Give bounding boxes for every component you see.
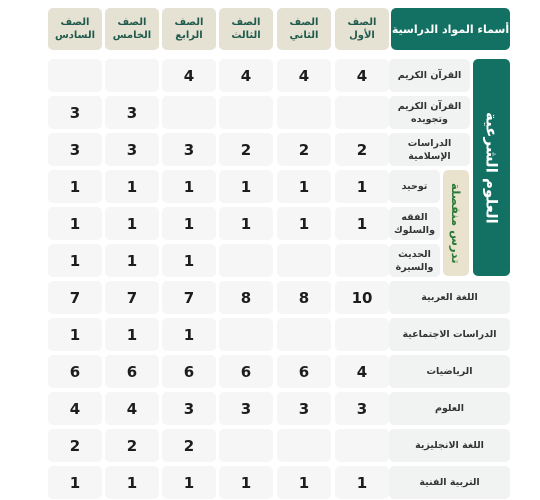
- hours-cell: [162, 318, 216, 351]
- hours-cell: [219, 429, 273, 462]
- hours-value: 3: [183, 140, 195, 159]
- grade-header-label: الصف الرابع: [174, 17, 204, 41]
- hours-cell: [277, 133, 331, 166]
- hours-cell: [219, 170, 273, 203]
- hours-cell: [105, 59, 159, 92]
- hours-value: 3: [298, 399, 310, 418]
- hours-value: 1: [298, 177, 310, 196]
- hours-value: 7: [126, 288, 138, 307]
- hours-cell: [335, 318, 389, 351]
- hours-cell: [277, 466, 331, 499]
- hours-cell: [277, 59, 331, 92]
- hours-cell: [335, 392, 389, 425]
- hours-value: 1: [126, 473, 138, 492]
- hours-value: 1: [126, 177, 138, 196]
- hours-cell: [105, 133, 159, 166]
- hours-cell: [105, 244, 159, 277]
- subject-cell: [389, 133, 470, 166]
- hours-value: 4: [126, 399, 138, 418]
- hours-cell: [277, 170, 331, 203]
- hours-cell: [162, 59, 216, 92]
- subject-label: التربية الفنية: [419, 477, 480, 488]
- hours-value: 1: [69, 251, 81, 270]
- hours-cell: [219, 466, 273, 499]
- hours-cell: [335, 466, 389, 499]
- hours-cell: [162, 244, 216, 277]
- subject-cell: [389, 392, 510, 425]
- grade-header-label: الصف الأول: [347, 17, 377, 41]
- hours-cell: [335, 59, 389, 92]
- hours-value: 1: [240, 473, 252, 492]
- hours-cell: [48, 59, 102, 92]
- hours-cell: [48, 96, 102, 129]
- hours-cell: [335, 355, 389, 388]
- hours-cell: [219, 392, 273, 425]
- hours-value: 1: [298, 214, 310, 233]
- subject-cell: [389, 96, 470, 129]
- hours-value: 2: [69, 436, 81, 455]
- hours-value: 3: [183, 399, 195, 418]
- hours-value: 3: [126, 103, 138, 122]
- hours-value: 1: [240, 177, 252, 196]
- hours-value: 1: [126, 251, 138, 270]
- hours-value: 1: [126, 325, 138, 344]
- hours-value: 2: [240, 140, 252, 159]
- hours-cell: [219, 355, 273, 388]
- hours-cell: [277, 429, 331, 462]
- hours-cell: [162, 133, 216, 166]
- hours-value: 1: [356, 214, 368, 233]
- subject-cell: [389, 355, 510, 388]
- subject-cell: [389, 244, 440, 277]
- hours-cell: [105, 466, 159, 499]
- hours-value: 8: [240, 288, 252, 307]
- subject-cell: [389, 281, 510, 314]
- hours-value: 1: [69, 214, 81, 233]
- hours-cell: [335, 96, 389, 129]
- hours-cell: [105, 318, 159, 351]
- subjects-header: [391, 8, 510, 50]
- subject-label: الرياضيات: [426, 366, 473, 377]
- grade-header-label: الصف الخامس: [112, 17, 152, 41]
- hours-value: 7: [69, 288, 81, 307]
- subject-label: القرآن الكريم وتجويده: [397, 100, 462, 125]
- hours-value: 1: [183, 325, 195, 344]
- subject-cell: [389, 170, 440, 203]
- hours-cell: [277, 244, 331, 277]
- subject-label: اللغة العربية: [421, 292, 478, 303]
- hours-value: 4: [356, 66, 368, 85]
- grade-header: [335, 8, 389, 50]
- hours-cell: [162, 96, 216, 129]
- subject-label: توحيد: [401, 181, 428, 192]
- hours-cell: [105, 96, 159, 129]
- hours-value: 1: [126, 214, 138, 233]
- hours-value: 6: [183, 362, 195, 381]
- hours-value: 8: [298, 288, 310, 307]
- hours-value: 1: [183, 473, 195, 492]
- hours-cell: [277, 392, 331, 425]
- hours-cell: [219, 281, 273, 314]
- hours-cell: [219, 96, 273, 129]
- hours-cell: [48, 318, 102, 351]
- hours-value: 1: [356, 177, 368, 196]
- hours-cell: [277, 318, 331, 351]
- hours-value: 3: [69, 103, 81, 122]
- hours-value: 2: [183, 436, 195, 455]
- grade-header-label: الصف الثالث: [231, 17, 261, 41]
- grade-header: [277, 8, 331, 50]
- hours-cell: [162, 392, 216, 425]
- hours-value: 3: [240, 399, 252, 418]
- hours-cell: [335, 133, 389, 166]
- hours-value: 1: [69, 325, 81, 344]
- hours-cell: [335, 207, 389, 240]
- hours-cell: [105, 170, 159, 203]
- hours-value: 1: [183, 251, 195, 270]
- hours-cell: [48, 429, 102, 462]
- hours-cell: [277, 355, 331, 388]
- subjects-header-label: أسماء المواد الدراسية: [391, 22, 510, 36]
- hours-value: 2: [298, 140, 310, 159]
- subject-cell: [389, 59, 470, 92]
- hours-value: 4: [298, 66, 310, 85]
- subject-label: الدراسات الإسلامية: [407, 137, 452, 162]
- hours-value: 6: [126, 362, 138, 381]
- hours-value: 2: [126, 436, 138, 455]
- subject-label: الحديث والسيرة: [395, 248, 434, 273]
- subject-label: الفقه والسلوك: [394, 211, 435, 236]
- hours-value: 10: [351, 288, 373, 307]
- hours-value: 1: [183, 177, 195, 196]
- hours-value: 1: [298, 473, 310, 492]
- hours-cell: [105, 355, 159, 388]
- hours-value: 7: [183, 288, 195, 307]
- hours-cell: [162, 170, 216, 203]
- subject-label: الدراسات الاجتماعية: [402, 329, 497, 340]
- hours-cell: [48, 207, 102, 240]
- taught-separately-label: تدرس منفصلة: [449, 182, 463, 264]
- hours-value: 6: [240, 362, 252, 381]
- hours-cell: [277, 281, 331, 314]
- hours-cell: [277, 207, 331, 240]
- hours-value: 4: [240, 66, 252, 85]
- hours-cell: [219, 59, 273, 92]
- hours-cell: [162, 429, 216, 462]
- grade-header: [162, 8, 216, 50]
- hours-cell: [219, 207, 273, 240]
- hours-cell: [105, 429, 159, 462]
- grade-header: [219, 8, 273, 50]
- hours-value: 4: [183, 66, 195, 85]
- subject-cell: [389, 318, 510, 351]
- hours-value: 3: [356, 399, 368, 418]
- hours-cell: [219, 133, 273, 166]
- hours-value: 6: [69, 362, 81, 381]
- subject-cell: [389, 466, 510, 499]
- hours-cell: [105, 281, 159, 314]
- hours-cell: [48, 281, 102, 314]
- hours-cell: [105, 392, 159, 425]
- hours-cell: [162, 355, 216, 388]
- hours-value: 3: [126, 140, 138, 159]
- sharia-sciences-label: العلوم الشرعية: [482, 111, 501, 224]
- grade-header-label: الصف السادس: [54, 17, 96, 41]
- sharia-sciences-group: [473, 59, 510, 276]
- hours-cell: [48, 170, 102, 203]
- hours-value: 4: [356, 362, 368, 381]
- hours-cell: [48, 466, 102, 499]
- hours-cell: [162, 281, 216, 314]
- hours-value: 1: [356, 473, 368, 492]
- grade-header-label: الصف الثاني: [289, 17, 319, 41]
- hours-value: 6: [298, 362, 310, 381]
- hours-value: 2: [356, 140, 368, 159]
- subject-cell: [389, 429, 510, 462]
- hours-cell: [48, 133, 102, 166]
- hours-cell: [48, 244, 102, 277]
- hours-cell: [162, 466, 216, 499]
- subject-label: اللغة الانجليزية: [415, 440, 484, 451]
- hours-cell: [48, 355, 102, 388]
- hours-cell: [335, 281, 389, 314]
- hours-cell: [48, 392, 102, 425]
- hours-cell: [219, 244, 273, 277]
- grade-header: [105, 8, 159, 50]
- hours-cell: [219, 318, 273, 351]
- hours-value: 4: [69, 399, 81, 418]
- hours-value: 1: [240, 214, 252, 233]
- hours-value: 1: [69, 473, 81, 492]
- hours-cell: [162, 207, 216, 240]
- hours-cell: [335, 244, 389, 277]
- subject-label: القرآن الكريم: [397, 70, 462, 81]
- hours-cell: [105, 207, 159, 240]
- hours-value: 3: [69, 140, 81, 159]
- hours-value: 1: [183, 214, 195, 233]
- subject-cell: [389, 207, 440, 240]
- hours-cell: [335, 429, 389, 462]
- subject-label: العلوم: [435, 403, 464, 414]
- hours-cell: [335, 170, 389, 203]
- grade-header: [48, 8, 102, 50]
- hours-value: 1: [69, 177, 81, 196]
- taught-separately-band: [443, 170, 469, 276]
- hours-cell: [277, 96, 331, 129]
